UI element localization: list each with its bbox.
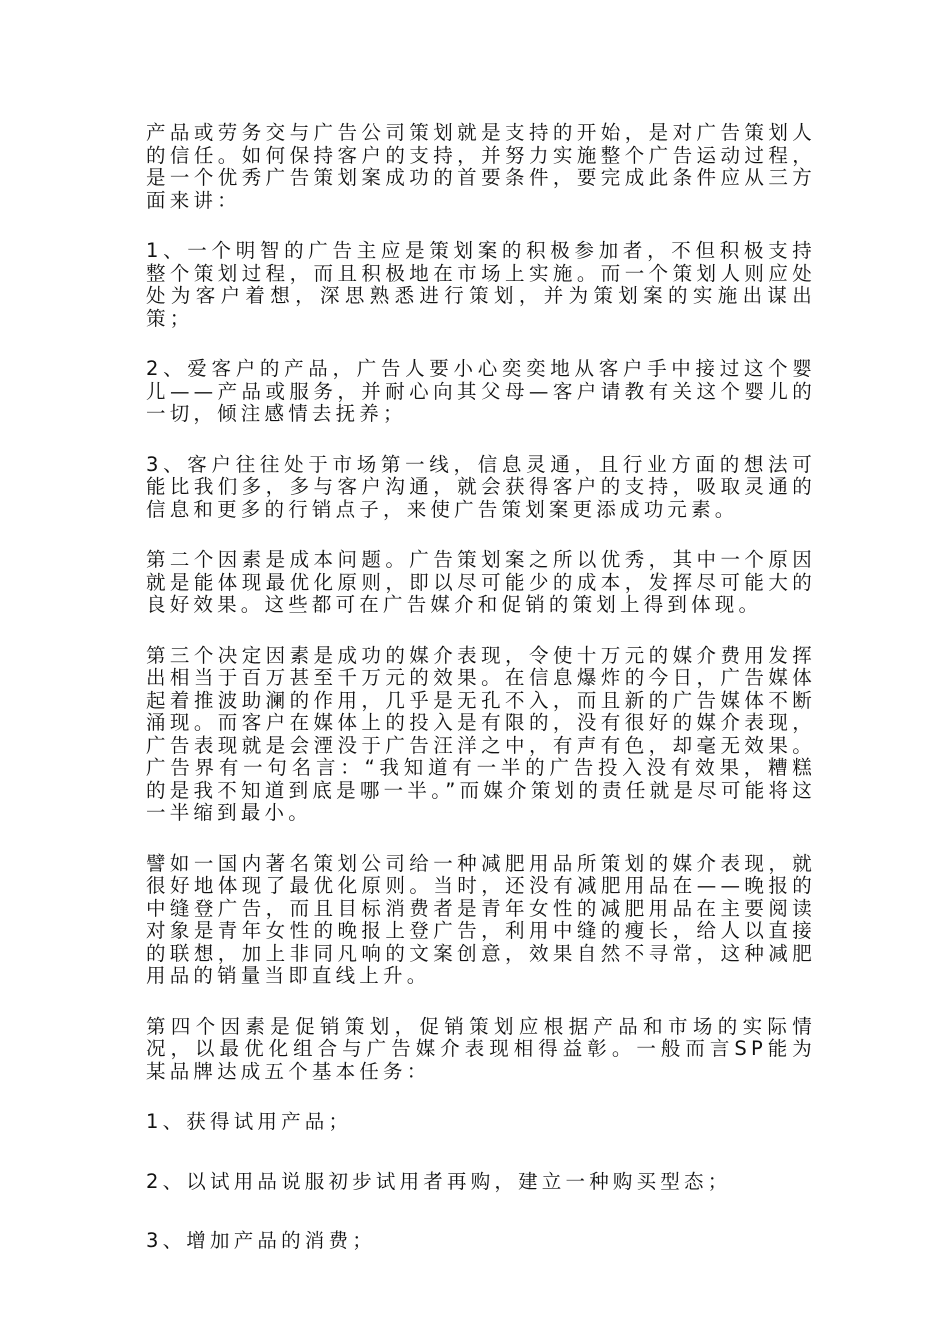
document-body (146, 122, 816, 1290)
paragraph: 譬如一国内著名策划公司给一种减肥用品所策划的媒介表现，就很好地体现了最优化原则。当时，还没有减肥用品在——晚报的中缝登广告，而且目标消费者是青年女性的减肥用品在主要阅读对象是青年女性的晚报上登广告，利用中缝的瘦长，给人以直接的联想，加上非同凡响的文案创意，效果自然不寻常，这种减肥用品的销量当即直线上升。 (146, 851, 816, 987)
paragraph: 第二个因素是成本问题。广告策划案之所以优秀，其中一个原因就是能体现最优化原则，即以尽可能少的成本，发挥尽可能大的良好效果。这些都可在广告媒介和促销的策划上得到体现。 (146, 548, 816, 616)
paragraph: 第四个因素是促销策划，促销策划应根据产品和市场的实际情况，以最优化组合与广告媒介表现相得益彰。一般而言SP能为某品牌达成五个基本任务： (146, 1014, 816, 1083)
list-item: 2、以试用品说服初步试用者再购，建立一种购买型态； (146, 1169, 732, 1193)
list-item: 1、获得试用产品； (146, 1110, 353, 1133)
list-item: 3、增加产品的消费； (146, 1229, 376, 1252)
paragraph: 产品或劳务交与广告公司策划就是支持的开始，是对广告策划人的信任。如何保持客户的支持，并努力实施整个广告运动过程，是一个优秀广告策划案成功的首要条件，要完成此条件应从三方面来讲： (146, 121, 816, 212)
paragraph: 2、爱客户的产品，广告人要小心奕奕地从客户手中接过这个婴儿——产品或服务，并耐心向其父母—客户请教有关这个婴儿的一切，倾注感情去抚养； (146, 357, 816, 425)
paragraph: 3、客户往往处于市场第一线，信息灵通，且行业方面的想法可能比我们多，多与客户沟通，就会获得客户的支持，吸取灵通的信息和更多的行销点子，来使广告策划案更添成功元素。 (146, 452, 816, 521)
paragraph: 1、一个明智的广告主应是策划案的积极参加者，不但积极支持整个策划过程，而且积极地在市场上实施。而一个策划人则应处处为客户着想，深思熟悉进行策划，并为策划案的实施出谋出策； (146, 239, 816, 330)
paragraph: 第三个决定因素是成功的媒介表现，令使十万元的媒介费用发挥出相当于百万甚至千万元的效果。在信息爆炸的今日，广告媒体起着推波助澜的作用，几乎是无孔不入，而且新的广告媒体不断涌现。而客户在媒体上的投入是有限的，没有很好的媒介表现，广告表现就是会湮没于广告汪洋之中，有声有色，却毫无效果。广告界有一句名言：“我知道有一半的广告投入没有效果，糟糕的是我不知道到底是哪一半。”而媒介策划的责任就是尽可能将这一半缩到最小。 (146, 643, 816, 824)
